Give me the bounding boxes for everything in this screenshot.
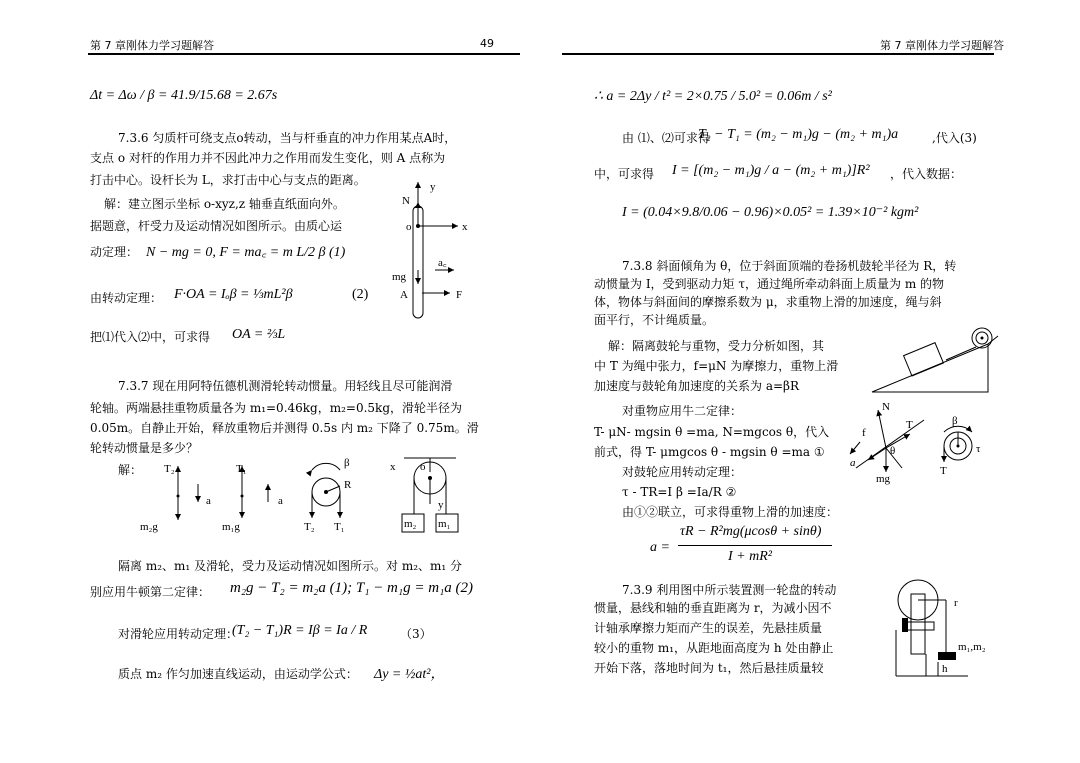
- fig737-label-beta: β: [344, 457, 350, 469]
- fig737-label-o: o: [420, 461, 426, 473]
- p738-line7: 加速度与鼓轮角加速度的关系为 a=βR: [594, 379, 799, 393]
- fig736-label-o: o: [406, 221, 412, 233]
- p736-eq1: N − mg = 0, F = ma꜀ = m L/2 β (1): [146, 245, 346, 260]
- p738-line13: 由①②联立，可求得重物上滑的加速度：: [622, 505, 839, 519]
- eq-delta-t: Δt = Δω / β = 41.9/15.68 = 2.67s: [90, 88, 278, 103]
- header-rule-right: [562, 53, 994, 55]
- p738-line11: 对鼓轮应用转动定理：: [622, 465, 743, 479]
- p738-line5: 解：隔离鼓轮与重物，受力分析如图，其: [608, 339, 825, 353]
- fig738-label-T-drum: T: [940, 465, 947, 477]
- fig738-label-theta: θ: [890, 445, 896, 457]
- p739-line5: 开始下落，落地时间为 t₁，然后悬挂质量较: [594, 661, 824, 675]
- p737-eq-kinematics: Δy = ½at²，: [374, 667, 445, 682]
- p737-line6-prefix: 别应用牛顿第二定律：: [90, 585, 211, 599]
- p737-line8-prefix: 质点 m₂ 作匀加速直线运动，由运动学公式：: [118, 667, 358, 681]
- fig738-label-mg: mg: [876, 473, 891, 485]
- p737-eq-rotation: (T₂ − T₁)R = Iβ = Ia / R: [232, 623, 368, 638]
- fig737-label-m2: m₂: [404, 518, 417, 530]
- p737-line3: 0.05m。自静止开始，释放重物后并测得 0.5s 内 m₂ 下降了 0.75m。滑: [90, 421, 479, 435]
- fig738-label-N: N: [882, 401, 890, 413]
- fig736-label-mg: mg: [392, 271, 407, 283]
- p738-eq-lhs: a =: [650, 540, 670, 555]
- p736-line8-prefix: 把⑴代入⑵中，可求得: [90, 330, 211, 344]
- p739-line1: 7.3.9 利用图中所示装置测一轮盘的转动: [622, 583, 837, 597]
- p737-eq-rotation-number: （3）: [400, 627, 432, 641]
- header-right-title: 第 7 章刚体力学习题解答: [880, 39, 1004, 52]
- p738-line4: 面平行，不计绳质量。: [594, 313, 715, 327]
- figure-739: [866, 578, 1006, 682]
- p736-line4: 解：建立图示坐标 o-xyz,z 轴垂直纸面向外。: [104, 197, 345, 211]
- p736-eq2: F·OA = Iₒβ = ⅓mL²β: [174, 287, 293, 302]
- p736-line7-prefix: 由转动定理：: [90, 291, 163, 305]
- fig737-label-y: y: [438, 499, 444, 511]
- r-line3-suffix: ，代入数据：: [890, 167, 963, 181]
- r-eq-inertia-formula: I = [(m₂ − m₁)g / a − (m₂ + m₁)]R²: [672, 163, 870, 178]
- fig739-label-mass: m₁,m₂: [958, 641, 986, 653]
- p737-line4: 轮转动惯量是多少？: [90, 441, 199, 455]
- fig737-label-a-left: a: [206, 495, 211, 507]
- p737-line1: 7.3.7 现在用阿特伍德机测滑轮转动惯量。用轻线且尽可能润滑: [118, 379, 453, 393]
- p736-line5: 据题意，杆受力及运动情况如图所示。由质心运: [90, 219, 343, 233]
- p739-line4: 较小的重物 m₁，从距地面高度为 h 处由静止: [594, 641, 834, 655]
- p738-line2: 动惯量为 I，受到驱动力矩 τ，通过绳所牵动斜面上质量为 m 的物: [594, 277, 945, 291]
- figure-737: [140, 456, 480, 536]
- p738-eq-denominator: I + mR²: [728, 549, 772, 564]
- r-eq-tension-diff: T₂ − T₁ = (m₂ − m₁)g − (m₂ + m₁)a: [698, 127, 899, 142]
- p738-line9: T- μN- mgsin θ =ma, N=mgcos θ，代入: [594, 425, 830, 439]
- fig737-label-T2-pulley: T₂: [304, 521, 315, 533]
- p737-eq-newton: m₂g − T₂ = m₂a (1); T₁ − m₁g = m₁a (2): [230, 580, 474, 596]
- fig739-label-r: r: [954, 597, 958, 609]
- fig737-label-T1-pulley: T₁: [334, 521, 345, 533]
- p738-eq-fraction-bar: [678, 545, 832, 546]
- fig738-label-T: T: [906, 419, 913, 431]
- p738-eq-numerator: τR − R²mg(μcosθ + sinθ): [680, 524, 822, 539]
- fig736-label-A: A: [400, 289, 408, 301]
- fig738-label-a: a: [850, 457, 856, 469]
- p736-eq3: OA = ⅔L: [232, 327, 286, 342]
- fig737-label-x: x: [390, 461, 396, 473]
- fig737-label-R: R: [344, 479, 352, 491]
- fig737-label-m2g: m₂g: [140, 521, 158, 533]
- p738-line6: 中 T 为绳中张力，f=μN 为摩擦力，重物上滑: [594, 359, 839, 373]
- p737-line2: 轮轴。两端悬挂重物质量各为 m₁=0.46kg，m₂=0.5kg，滑轮半径为: [90, 401, 463, 415]
- p737-line7-prefix: 对滑轮应用转动定理：: [118, 627, 239, 641]
- fig736-label-N: N: [402, 195, 410, 207]
- pivot-point: [416, 224, 420, 228]
- fig736-label-F: F: [456, 289, 463, 301]
- fig737-label-m1: m₁: [438, 518, 451, 530]
- figure-738-free-body: [846, 401, 996, 485]
- fig738-label-tau: τ: [976, 443, 981, 455]
- header-left-title: 第 7 章刚体力学习题解答: [90, 39, 214, 52]
- fig737-label-T1: T₁: [236, 463, 247, 475]
- fig737-label-a-right: a: [278, 495, 283, 507]
- p738-line12: τ - TR=I β =Ia/R ②: [622, 485, 737, 499]
- eq-accel: ∴ a = 2Δy / t² = 2×0.75 / 5.0² = 0.06m / s²: [594, 89, 832, 104]
- figure-736: [380, 178, 490, 318]
- p736-line3: 打击中心。设杆长为 L，求打击中心与支点的距离。: [90, 173, 366, 187]
- p738-line10: 前式，得 T- μmgcos θ - mgsin θ =ma ①: [594, 445, 825, 459]
- p739-line3: 计轴承摩擦力矩而产生的误差，先悬挂质量: [594, 621, 823, 635]
- p737-solution: 解：: [118, 463, 143, 477]
- fig736-label-ac: a꜀: [438, 257, 447, 269]
- header-rule-left: [88, 53, 520, 55]
- fig737-label-T2: T₂: [164, 463, 175, 475]
- fig738-label-beta: β: [952, 415, 958, 427]
- p739-line2: 惯量，悬线和轴的垂直距离为 r，为减小因不: [594, 601, 832, 615]
- r-line2-prefix: 由 ⑴、⑵可求得: [622, 131, 710, 145]
- p738-line8: 对重物应用牛二定律：: [622, 404, 743, 418]
- r-line2-suffix: ,代入(3): [932, 131, 977, 145]
- fig736-label-x: x: [462, 221, 468, 233]
- p736-line6-prefix: 动定理：: [90, 245, 139, 259]
- fig739-label-h: h: [942, 663, 948, 675]
- p738-line3: 体，物体与斜面间的摩擦系数为 μ，求重物上滑的加速度，绳与斜: [594, 295, 942, 309]
- p736-eq2-number: (2): [352, 287, 369, 302]
- r-line3-prefix: 中，可求得: [594, 167, 655, 181]
- fig737-label-m1g: m₁g: [222, 521, 240, 533]
- p737-line5: 隔离 m₂、m₁ 及滑轮，受力及运动情况如图所示。对 m₂、m₁ 分: [118, 559, 463, 573]
- p736-line2: 支点 o 对杆的作用力并不因此冲力之作用而发生变化，则 A 点称为: [90, 151, 446, 165]
- p736-line1: 7.3.6 匀质杆可绕支点o转动，当与杆垂直的冲力作用某点A时，: [118, 131, 457, 145]
- p738-line1: 7.3.8 斜面倾角为 θ，位于斜面顶端的卷扬机鼓轮半径为 R，转: [622, 259, 957, 273]
- header-page-number: 49: [480, 37, 494, 50]
- figure-738-incline: [870, 318, 1000, 396]
- r-eq-inertia-value: I = (0.04×9.8/0.06 − 0.96)×0.05² = 1.39×10⁻² kgm²: [622, 205, 919, 220]
- fig738-label-f: f: [862, 427, 866, 439]
- fig736-label-y: y: [430, 181, 436, 193]
